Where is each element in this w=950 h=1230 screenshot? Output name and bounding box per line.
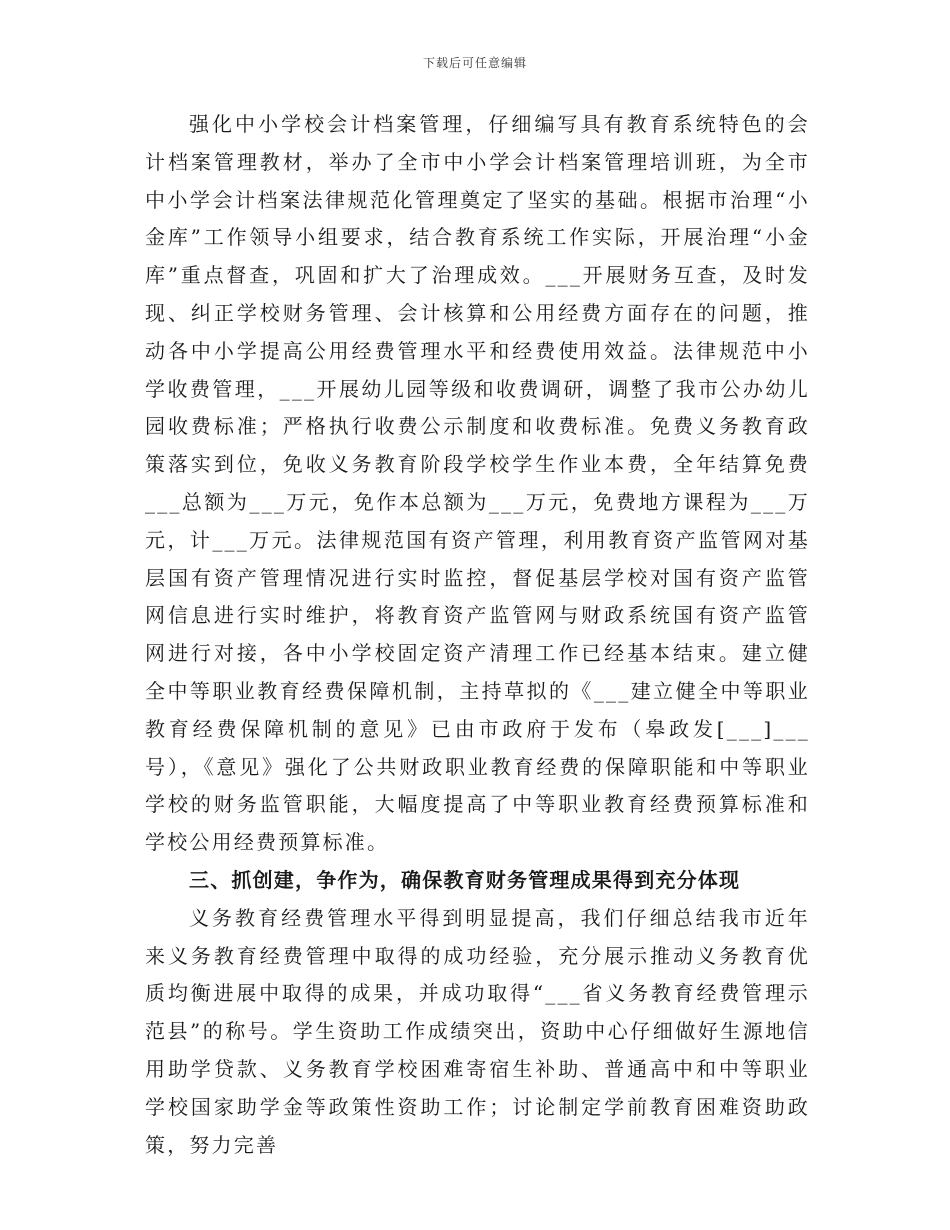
- body-paragraph-2: 义务教育经费管理水平得到明显提高，我们仔细总结我市近年来义务教育经费管理中取得的成功经验，充分展示推动义务教育优质均衡进展中取得的成果，并成功取得“___省义务教育经费管理示范县”的称号。学生资助工作成绩突出，资助中心仔细做好生源地信用助学贷款、义务教育学校困难寄宿生补助、普通高中和中等职业学校国家助学金等政策性资助工作；讨论制定学前教育困难资助政策，努力完善: [145, 905, 810, 1157]
- section-heading-3: 三、抓创建，争作为，确保教育财务管理成果得到充分体现: [189, 867, 741, 892]
- document-body: [145, 106, 810, 1164]
- page-header-note: 下载后可任意编辑: [422, 56, 527, 70]
- body-paragraph-1: 强化中小学校会计档案管理，仔细编写具有教育系统特色的会计档案管理教材，举办了全市中小学会计档案管理培训班，为全市中小学会计档案法律规范化管理奠定了坚实的基础。根据市治理“小金库”工作领导小组要求，结合教育系统工作实际，开展治理“小金库”重点督查，巩固和扩大了治理成效。___开展财务互查，及时发现、纠正学校财务管理、会计核算和公用经费方面存在的问题，推动各中小学提高公用经费管理水平和经费使用效益。法律规范中小学收费管理，___开展幼儿园等级和收费调研，调整了我市公办幼儿园收费标准；严格执行收费公示制度和收费标准。免费义务教育政策落实到位，免收义务教育阶段学校学生作业本费，全年结算免费___总额为___万元，免作本总额为___万元，免费地方课程为___万元，计___万元。法律规范国有资产管理，利用教育资产监管网对基层国有资产管理情况进行实时监控，督促基层学校对国有资产监管网信息进行实时维护，将教育资产监管网与财政系统国有资产监管网进行对接，各中小学校固定资产清理工作已经基本结束。建立健全中等职业教育经费保障机制，主持草拟的《___建立健全中等职业教育经费保障机制的意见》已由市政府于发布（皋政发[___]___号），《意见》强化了公共财政职业教育经费的保障职能和中等职业学校的财务监管职能，大幅度提高了中等职业教育经费预算标准和学校公用经费预算标准。: [145, 112, 810, 855]
